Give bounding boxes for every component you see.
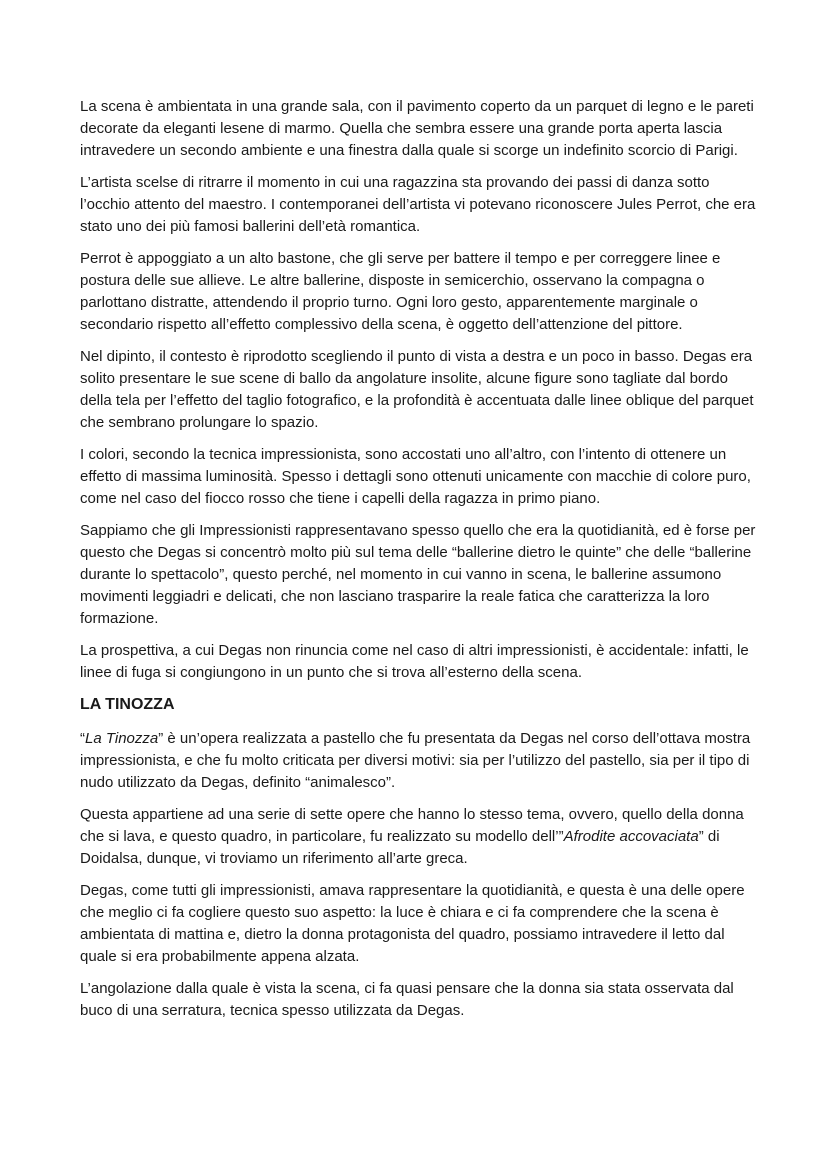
paragraph-perspective: La prospettiva, a cui Degas non rinuncia come nel caso di altri impressionisti, è accidentale: infatti, le linee di fuga si congiungono in un punto che si trova all’esterno della scena. — [80, 642, 749, 681]
paragraph-text: ” di Doidalsa, dunque, vi troviamo un riferimento all’arte greca. — [80, 828, 720, 867]
paragraph-scene: La scena è ambientata in una grande sala, con il pavimento coperto da un parquet di legno e le pareti decorate da eleganti lesene di marmo. Quella che sembra essere una grande porta aperta lascia intravedere un secondo ambiente e una finestra dalla quale si scorge un indefinito scorcio di Parigi. — [80, 98, 754, 159]
section-heading: LA TINOZZA — [80, 696, 175, 713]
paragraph-angolazione: L’angolazione dalla quale è vista la scena, ci fa quasi pensare che la donna sia stata osservata dal buco di una serratura, tecnica spesso utilizzata da Degas. — [80, 980, 734, 1019]
paragraph-text: ” è un’opera realizzata a pastello che fu presentata da Degas nel corso dell’ottava mostra impressionista, e che fu molto criticata per diversi motivi: sia per l’utilizzo del pastello, sia per il tipo di nudo utilizzato da Degas, definito “animalesco”. — [80, 730, 751, 791]
paragraph-tinozza-intro — [80, 728, 760, 794]
paragraph-colors: I colori, secondo la tecnica impressionista, sono accostati uno all’altro, con l’intento di ottenere un effetto di massima luminosità. Spesso i dettagli sono ottenuti unicamente con macchie di colore puro, come nel caso del fiocco rosso che tiene i capelli della ragazza in primo piano. — [80, 446, 751, 507]
paragraph-moment: L’artista scelse di ritrarre il momento in cui una ragazzina sta provando dei passi di danza sotto l’occhio attento del maestro. I contemporanei dell’artista vi potevano riconoscere Jules Perrot, che era stato uno dei più famosi ballerini dell’età romantica. — [80, 174, 756, 235]
paragraph-text: Questa appartiene ad una serie di sette opere che hanno lo stesso tema, ovvero, quello della donna che si lava, e questo quadro, in particolare, fu realizzato su modello dell’” — [80, 806, 744, 845]
paragraph-everyday-life: Sappiamo che gli Impressionisti rappresentavano spesso quello che era la quotidianità, ed è forse per questo che Degas si concentrò molto più sul tema delle “ballerine dietro le quinte” che delle “ballerine durante lo spettacolo”, questo perché, nel momento in cui vanno in scena, le ballerine assumono movimenti leggiadri e delicati, che non lasciano trasparire la reale fatica che caratterizza la loro formazione. — [80, 522, 756, 627]
open-quote: “ — [80, 730, 85, 747]
paragraph-viewpoint: Nel dipinto, il contesto è riprodotto scegliendo il punto di vista a destra e un poco in basso. Degas era solito presentare le sue scene di ballo da angolature insolite, alcune figure sono tagliate dal bordo della tela per l’effetto del taglio fotografico, e la profondità è accentuata dalle linee oblique del parquet che sembrano prolungare lo spazio. — [80, 348, 754, 431]
artwork-title: La Tinozza — [85, 730, 159, 747]
artwork-reference: Afrodite accovaciata — [563, 828, 699, 845]
paragraph-quotidianita: Degas, come tutti gli impressionisti, amava rappresentare la quotidianità, e questa è una delle opere che meglio ci fa cogliere questo suo aspetto: la luce è chiara e ci fa comprendere che la scena è ambientata di mattina e, dietro la donna protagonista del quadro, possiamo intravedere il letto dal quale si era probabilmente appena alzata. — [80, 882, 745, 965]
document-body — [80, 96, 760, 1032]
paragraph-tinozza-series — [80, 804, 760, 870]
paragraph-perrot: Perrot è appoggiato a un alto bastone, che gli serve per battere il tempo e per correggere linee e postura delle sue allieve. Le altre ballerine, disposte in semicerchio, osservano la compagna o parlottano distratte, attendendo il proprio turno. Ogni loro gesto, apparentemente marginale o secondario rispetto all’effetto complessivo della scena, è oggetto dell’attenzione del pittore. — [80, 250, 721, 333]
